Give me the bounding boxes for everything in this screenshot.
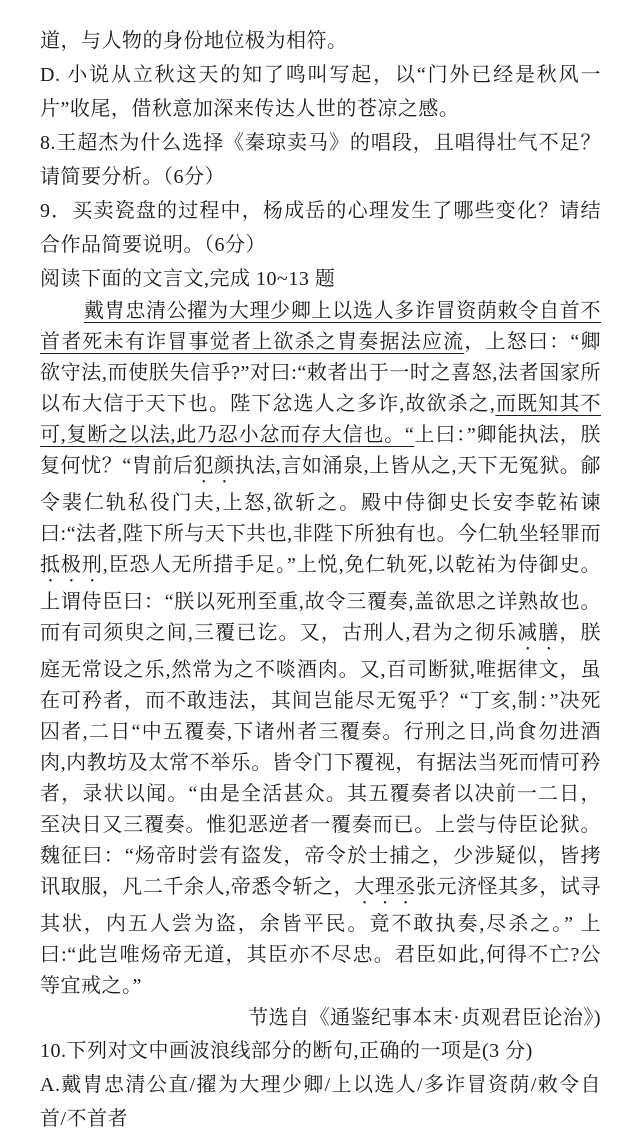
option-c-continuation-line: 道，与人物的身份地位极为相符。 bbox=[40, 30, 348, 52]
question-10-stem: 10.下列对文中画波浪线部分的断句,正确的一项是(3 分) bbox=[40, 1040, 533, 1062]
question-10-option-a: A.戴胄忠清公直/擢为大理少卿/上以选人/多诈冒资荫/敕令自首/不首者 bbox=[40, 1074, 601, 1130]
passage-dotted-term: 抵极刑 bbox=[40, 554, 103, 576]
question-8-text: 8.王超杰为什么选择《秦琼卖马》的唱段，且唱得壮气不足？请简要分析。（6分） bbox=[40, 132, 601, 188]
passage-text-segment: 执法,言如涌泉,上皆从之,天下无冤狱。鄃令裴仁轨私役门夫,上怒,欲斩之。殿中侍御史长安李乾祐谏曰:“法者,陛下所与天下共也,非陛下所独有也。今仁轨坐轻罪而 bbox=[40, 455, 602, 545]
passage-text-segment: ,臣恐人无所措手足。”上悦,免仁轨死,以乾祐为侍御史。上谓侍臣曰：“朕以死刑至重,故令三覆奏,盖欲思之详熟故也。而有司须臾之间,三覆已讫。又，古刑人,君为之彻乐 bbox=[40, 554, 601, 644]
option-d-text: D. 小说从立秋这天的知了鸣叫写起，以“门外已经是秋风一片”收尾，借秋意加深来传达人世的苍凉之感。 bbox=[40, 64, 601, 120]
passage-dotted-term: 大理丞 bbox=[354, 876, 416, 898]
passage-dotted-term: 犯颜 bbox=[193, 455, 235, 477]
passage-text-segment: ，朕庭无常设之乐,然常为之不啖酒肉。又,百司断狱,唯据律文，虽在可矜者，而不敢违法，其间岂能尽无冤乎？“丁亥,制：”决死囚者,二日“中五覆奏,下诸州者三覆奏。行刑之日,尚食勿进酒肉,内教坊及太常不举乐。皆令门下覆视，有据法当死而情可矜者，录状以闻。“由是全活甚众。其五覆奏者以决前一二日，至决日又三覆奏。惟犯恶逆者一覆奏而已。上尝与侍臣论狱。魏征曰：“炀帝时尝有盗发，帝令於士捕之，少涉疑似，皆拷讯取服，凡二千余人,帝悉令斩之， bbox=[40, 622, 602, 898]
classical-passage-paragraph bbox=[40, 296, 601, 1002]
passage-underlined-segment: 而既知其不可,复断之以法,此乃忍小忿而存大信也。“ bbox=[40, 393, 602, 446]
source-attribution: 节选自《通鉴纪事本末·贞观君臣论治》) bbox=[248, 1007, 601, 1029]
passage-text-segment: 张元济怪其多，试寻其状，内五人尝为盗，余皆平民。竟不敢执奏,尽杀之。” 上曰:“此岂唯炀帝无道，其臣亦不尽忠。君臣如此,何得不亡?公等宜戒之。” bbox=[40, 876, 602, 997]
question-9-text: 9．买卖瓷盘的过程中，杨成岳的心理发生了哪些变化？请结合作品简要说明。（6分） bbox=[40, 200, 601, 256]
passage-dotted-term: 减膳 bbox=[517, 622, 560, 644]
passage-text-segment: ，上怒曰：“卿欲守法,而使朕失信乎?”对曰:“敕者出于一时之喜怒,法者国家所以布大信于天下也。陛下忿选人之多诈,故欲杀之, bbox=[40, 331, 601, 415]
passage-text-segment: 上曰：”卿能执法，朕复何忧？“胄前后 bbox=[40, 424, 601, 477]
passage-instruction: 阅读下面的文言文,完成 10~13 题 bbox=[40, 268, 336, 290]
passage-underlined-segment: 戴胄忠清公擢为大理少卿上以选人多诈冒资荫敕令自首不首者死未有诈冒事觉者上欲杀之胄奏据法应流 bbox=[40, 300, 601, 353]
